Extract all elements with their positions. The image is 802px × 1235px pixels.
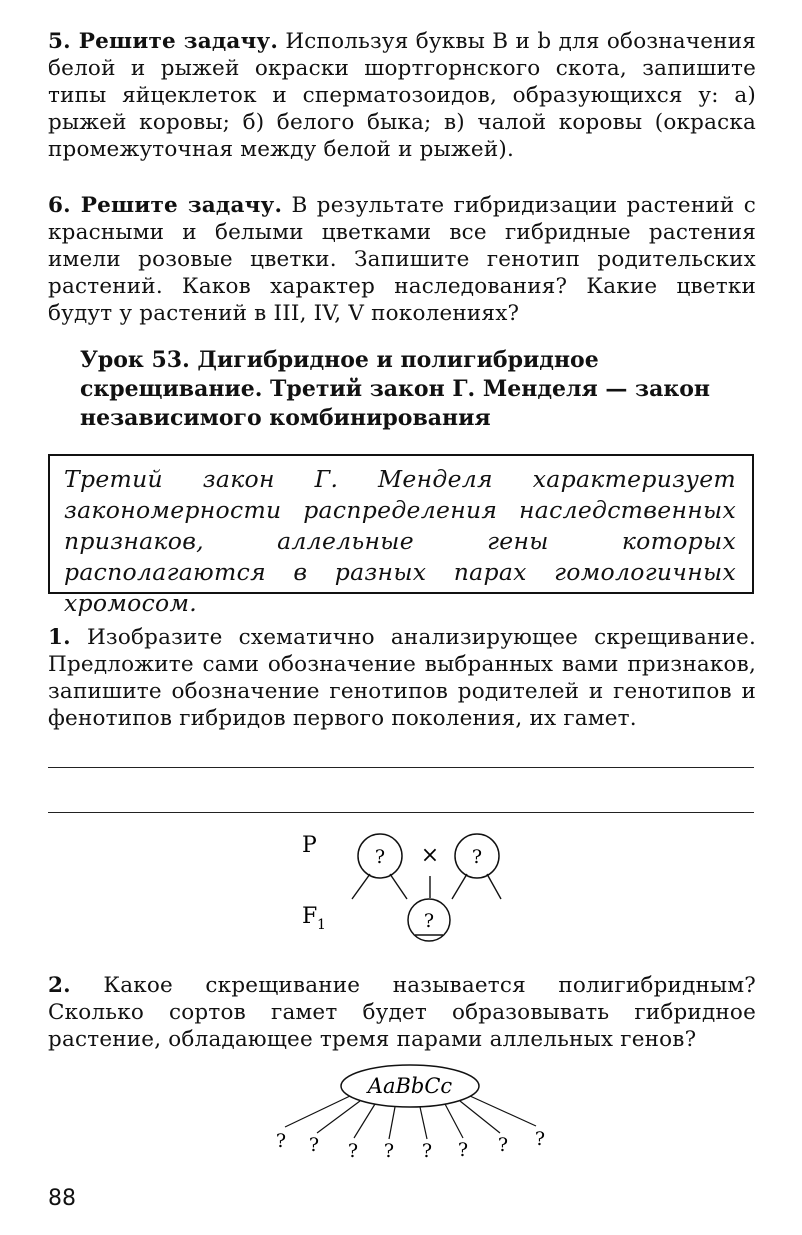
task-5-text: Используя буквы B и b для обозначения белой и рыжей окраски шортгорнского скота, запишите типы яйцеклеток и сперматозоидов, образующихся у: а) рыжей коровы; б) белого быка; в) чалой коровы (окраска промежуточная между белой и рыжей). <box>48 29 756 162</box>
page-number: 88 <box>48 1186 76 1211</box>
f1-label: F <box>302 904 318 929</box>
gamete-8-unknown: ? <box>534 1128 546 1150</box>
gamete-2-unknown: ? <box>308 1134 320 1156</box>
rule-text: Третий закон Г. Менделя характеризует закономерности распределения наследственных признаков, аллельные гены которых располагаются в разных парах гомологичных хромосом. <box>64 465 736 617</box>
gamete-3-unknown: ? <box>347 1140 359 1162</box>
cross-sign: × <box>420 843 440 868</box>
gamete-7-unknown: ? <box>497 1134 509 1156</box>
question-2-text: Какое скрещивание называется полигибридным? Сколько сортов гамет будет образовывать гибридное растение, обладающее тремя парами аллельных генов? <box>48 973 756 1052</box>
parent-1-unknown: ? <box>374 846 386 868</box>
genotype-label: AaBbCc <box>367 1074 453 1098</box>
question-1-text: Изобразите схематично анализирующее скрещивание. Предложите сами обозначение выбранных вами признаков, запишите обозначение генотипов родителей и генотипов и фенотипов гибридов первого поколения, их гамет. <box>48 625 756 731</box>
lesson-title: Урок 53. Дигибридное и полигибридное скрещивание. Третий закон Г. Менделя — закон независимого комбинирования <box>80 347 711 431</box>
task-6-text: В результате гибридизации растений с красными и белыми цветками все гибридные растения имели розовые цветки. Запишите генотип родительских растений. Каков характер наследования? Какие цветки будут у растений в III, IV, V поколениях? <box>48 193 756 326</box>
p-label: P <box>302 833 317 858</box>
gamete-4-unknown: ? <box>383 1140 395 1162</box>
question-2-label: 2. <box>48 973 71 998</box>
gamete-5-unknown: ? <box>421 1140 433 1162</box>
gamete-6-unknown: ? <box>457 1139 469 1161</box>
parent-2-unknown: ? <box>471 846 483 868</box>
question-1-label: 1. <box>48 625 71 650</box>
task-6-label: 6. Решите задачу. <box>48 193 283 218</box>
task-5-label: 5. Решите задачу. <box>48 29 279 54</box>
gamete-1-unknown: ? <box>275 1130 287 1152</box>
f1-unknown: ? <box>423 910 435 932</box>
f1-subscript: 1 <box>317 917 326 933</box>
